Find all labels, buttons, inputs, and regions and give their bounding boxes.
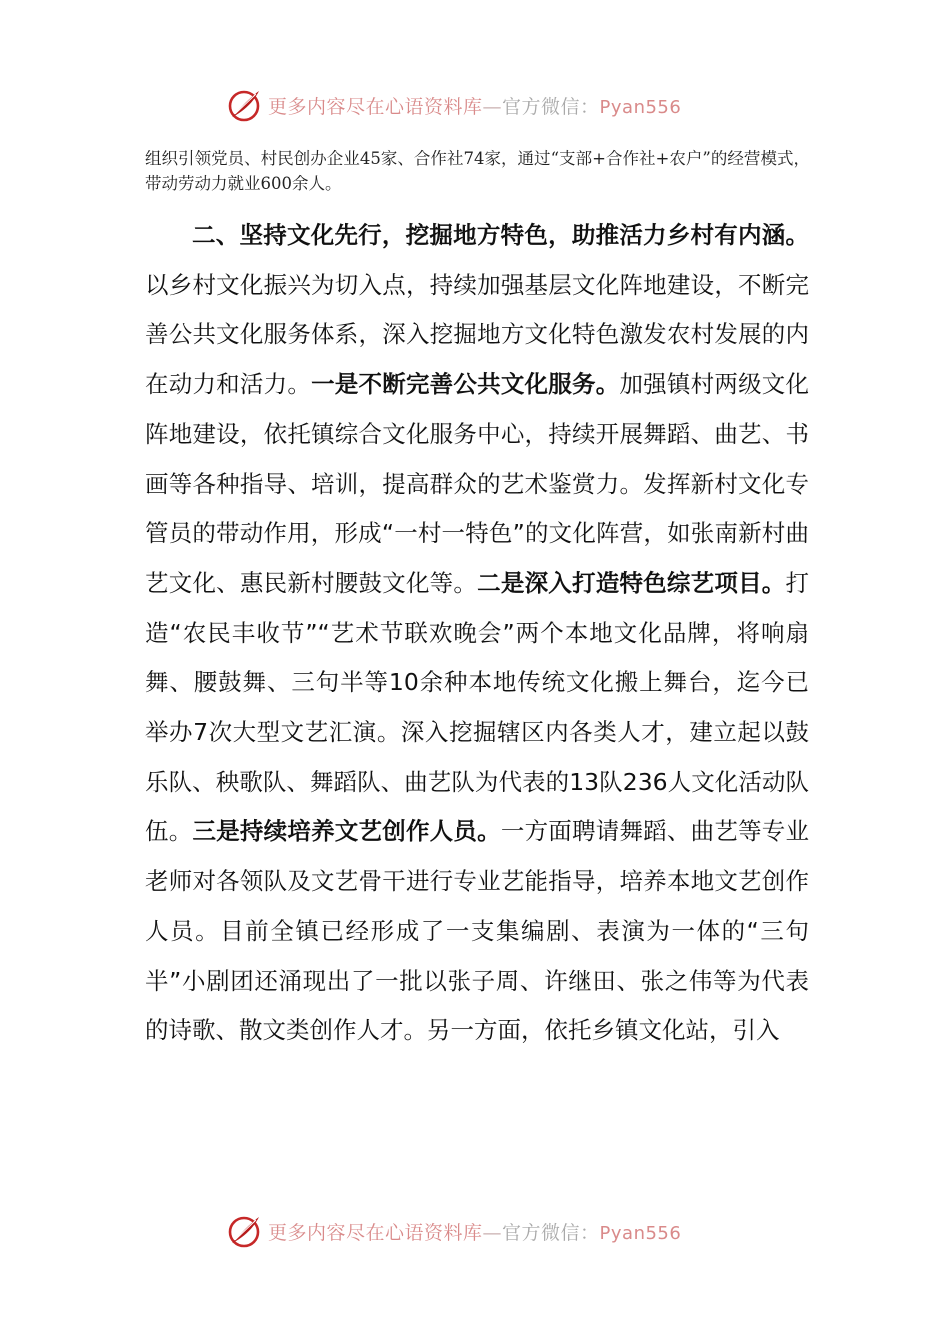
point-1-title: 一是不断完善公共文化服务。 — [311, 370, 620, 399]
section-heading: 二、坚持文化先行，挖掘地方特色，助推活力乡村有内涵。 — [192, 221, 809, 249]
header-watermark — [226, 85, 746, 125]
watermark-text: 更多内容尽在心语资料库—官方微信：Pyan556 — [268, 95, 682, 118]
point-2-text: 打造“农民丰收节”“艺术节联欢晚会”两个本地文化品牌，将响扇舞、腰鼓舞、三句半等10余种本地传统文化搬上舞台，迄今已举办7次大型文艺汇演。深入挖掘辖区内各类人才，建立起以鼓乐队、秧歌队、舞蹈队、曲艺队为代表的13队236人文化活动队伍。 — [145, 568, 810, 846]
point-1-text: 加强镇村两级文化阵地建设，依托镇综合文化服务中心，持续开展舞蹈、曲艺、书画等各种指导、培训，提高群众的艺术鉴赏力。发挥新村文化专管员的带动作用，形成“一村一特色”的文化阵营，如张南新村曲艺文化、惠民新村腰鼓文化等。 — [145, 370, 810, 597]
quill-pen-logo-icon — [226, 87, 262, 123]
watermark-text: 更多内容尽在心语资料库—官方微信：Pyan556 — [268, 1221, 682, 1244]
section-paragraph — [145, 211, 809, 1056]
point-3-title: 三是持续培养文艺创作人员。 — [192, 817, 501, 846]
intro-paragraph: 组织引领党员、村民创办企业45家、合作社74家，通过“支部+合作社+农户”的经营模式，带动劳动力就业600余人。 — [145, 149, 810, 193]
point-3-text: 一方面聘请舞蹈、曲艺等专业老师对各领队及文艺骨干进行专业艺能指导，培养本地文艺创作人员。目前全镇已经形成了一支集编剧、表演为一体的“三句半”小剧团还涌现出了一批以张子周、许继田、张之伟等为代表的诗歌、散文类创作人才。另一方面，依托乡镇文化站，引入 — [145, 817, 810, 1045]
footer-watermark — [226, 1211, 746, 1251]
section-lead: 以乡村文化振兴为切入点，持续加强基层文化阵地建设，不断完善公共文化服务体系，深入挖掘地方文化特色激发农村发展的内在动力和活力。 — [145, 270, 809, 399]
point-2-title: 二是深入打造特色综艺项目。 — [477, 568, 786, 597]
quill-pen-logo-icon — [226, 1213, 262, 1249]
